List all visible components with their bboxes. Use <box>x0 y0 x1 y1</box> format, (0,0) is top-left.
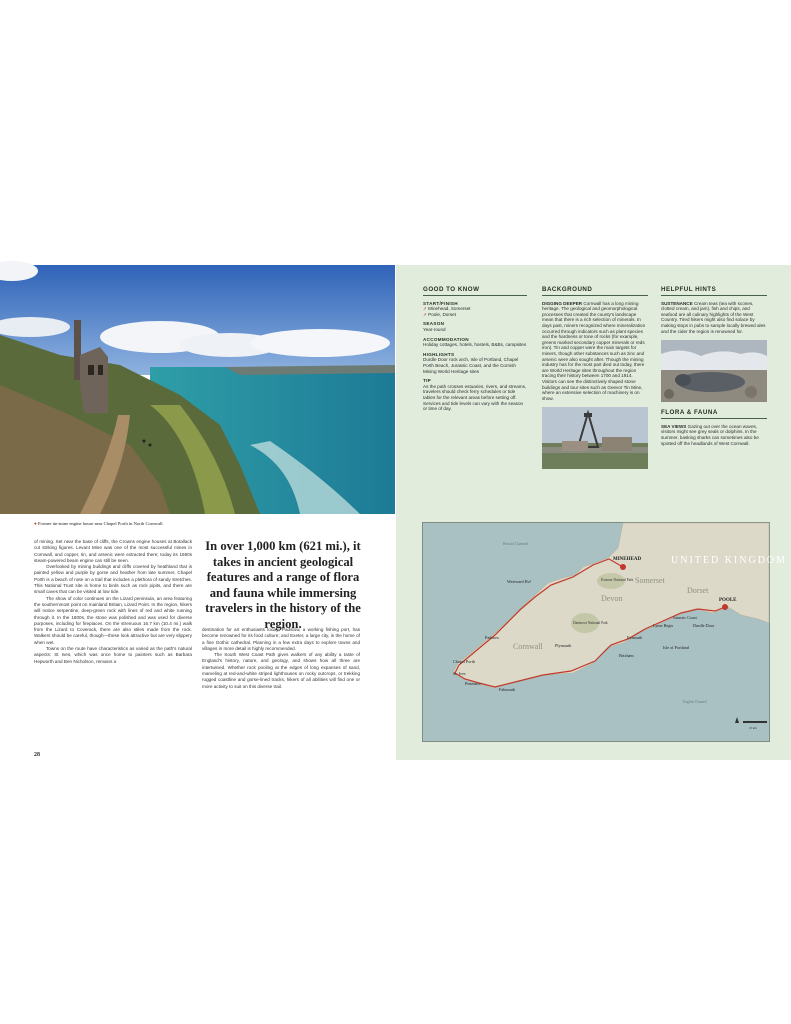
poole-marker <box>722 604 728 610</box>
body-column-2 <box>202 627 360 690</box>
map-label: Lyme Regis <box>653 623 674 628</box>
map-label: Devon <box>601 594 623 603</box>
hints-text: SUSTENANCE Cream teas (tea with scones, clotted cream, and jam), fish and chips, and seafood are all culinary highlights of the West Country. Tired hikers might also find solace by making stops in pubs to sample locally brewed ales and the cider the region is renowned for. <box>661 300 766 334</box>
map-label: Bristol Channel <box>503 541 529 546</box>
map-label: Padstow <box>485 635 500 640</box>
section-heading: BACKGROUND <box>542 287 648 296</box>
paragraph: The South West Coast Path gives walkers of any ability a taste of England's history, nature, and geology, and shows how all three are intertwined. Whether rock pooling at the edges of long expanses of sand, marveling at red-and-white striped lighthouses on rocky outcrops, or trekking rugged coastline and gorse-lined tracks, hikers of all abilities will find one or more activity to suit on this diverse trail. <box>202 652 360 689</box>
tin-mine-landscape-image <box>0 265 395 514</box>
pin-icon: ➚ <box>423 311 429 317</box>
map-label: Dorset <box>687 586 709 595</box>
grey-seal-image <box>661 340 767 402</box>
info-page <box>396 265 791 760</box>
helpful-hints-panel <box>661 287 767 446</box>
map-label: Exmouth <box>627 635 643 640</box>
paragraph: destination for art enthusiasts today; Padstow, a working fishing port, has become renowned for its food culture; and Exeter, a large city, is the home of a fine Gothic cathedral. Planning in a few extra days to explore towns and villages in more detail is highly recommended. <box>202 627 360 651</box>
good-to-know-panel <box>423 287 527 412</box>
field-label: ACCOMMODATION <box>423 336 469 342</box>
map-label: Cornwall <box>513 642 543 651</box>
photo-caption: ● Former tin-mine engine house near Chapel Porth in North Cornwall. <box>34 521 164 526</box>
south-west-england-map <box>423 523 788 741</box>
coastal-photo <box>0 265 395 514</box>
section-heading: GOOD TO KNOW <box>423 287 527 296</box>
start-location: ➚ Minehead, Somerset <box>423 306 471 312</box>
highlights-value: Durdle Door rock arch, Isle of Portland, Chapel Porth Beach, Jurassic Coast, and the Cornish Mining World Heritage sites <box>423 357 519 374</box>
section-heading: FLORA & FAUNA <box>661 410 767 419</box>
map-label: Brixham <box>619 653 634 658</box>
map-label: Jurassic Coast <box>673 615 697 620</box>
map-label: St. Ives <box>453 671 466 676</box>
map-label: Durdle Door <box>693 623 715 628</box>
map-label: Dartmoor National Park <box>573 621 608 625</box>
route-map <box>422 522 788 742</box>
book-spread <box>0 265 791 760</box>
tip-value: As the path crosses estuaries, rivers, and streams, travelers should check ferry schedules or tide tables for the relevant areas before setting off. Services and tide levels can vary with the season or time of day. <box>423 383 527 412</box>
map-label: Penzance <box>465 681 481 686</box>
map-label: POOLE <box>719 598 737 603</box>
map-label: 25 km <box>749 726 757 730</box>
pin-icon: ➚ <box>423 306 429 312</box>
page-number: 28 <box>34 752 40 758</box>
map-label: Chapel Porth <box>453 659 475 664</box>
accommodation-value: Holiday cottages, hotels, hostels, B&Bs, campsites <box>423 342 527 348</box>
field-label: TIP <box>423 378 432 384</box>
field-label: HIGHLIGHTS <box>423 351 455 357</box>
paragraph: The show of color continues on the Lizard peninsula, an area featuring the southernmost point on mainland Britain, Lizard Point. In the region, hikers will notice serpentine, deep-green rock with lines of red and white running through it. In the 1800s, the stone was polished and was used for diverse purposes, including for fireplaces. On the strenuous 16.7 km (10.4 mi.) walk from the Lizard to Coverack, there are also stiles made from the rock. Walkers should be careful, though—these look attractive but are very slippery when wet. <box>34 595 192 645</box>
finish-location: ➚ Poole, Dorset <box>423 311 456 317</box>
scale-bar <box>743 721 767 723</box>
body-column-1 <box>34 539 192 665</box>
mine-headframe-photo <box>542 407 648 469</box>
map-label: MINEHEAD <box>613 557 642 562</box>
flora-fauna-text: SEA VIEWS Gazing out over the ocean waves, visitors might see grey seals or dolphins. In the summer, basking sharks can sometimes also be spotted off the headlands of West Cornwall. <box>661 423 759 446</box>
paragraph: Overlooked by mining buildings and cliffs covered by heathland that is painted yellow and purple by gorse and heather from late summer, Chapel Porth is a beach of note on a trail that includes a plethora of sandy stretches. This National Trust site is home to birds such as rock pipits, and there are small caves that can be visited at low tide. <box>34 564 192 595</box>
paragraph: Towns on the route have characteristics as varied as the path's natural aspects: St Ives, which was once home to painters such as Barbara Hepworth and Ben Nicholson, remains a <box>34 646 192 664</box>
seal-photo <box>661 340 767 402</box>
map-label: UNITED KINGDOM <box>671 555 788 566</box>
map-label: Plymouth <box>555 643 572 648</box>
headframe-image <box>542 407 648 469</box>
field-label: SEASON <box>423 321 445 327</box>
map-label: Somerset <box>635 576 665 585</box>
season-value: Year-round <box>423 326 446 332</box>
field-label: START/FINISH <box>423 300 458 306</box>
background-text: DIGGING DEEPER Cornwall has a long mining heritage. The geological and geomorphological processes that created the county's landscape mean that there is a rich selection of minerals. In days past, miners recognized where mineralization occurred through indicators such as plant species and the hardness or tone of rocks (for example, greens marked secondary copper minerals or reds iron). Tin and copper were the main targets for miners, though other substances such as zinc and arsenic were also sought after. Though the mining industry has for the most part died out today, there are World Heritage sites throughout the region tracing their history between 1700 and 1914. Visitors can see the distinctively shaped stone buildings and tour sites such as Geevor Tin Mine, where an extensive selection of machinery is on show. <box>542 300 646 401</box>
pull-quote: In over 1,000 km (621 mi.), it takes in ancient geological features and a range of flora and fauna while immersing travelers in the history of the region. <box>205 539 361 631</box>
map-label: Falmouth <box>499 687 516 692</box>
minehead-marker <box>620 564 626 570</box>
paragraph: of mining. Set near the base of cliffs, the Crowns engine houses at Botallack cut striking figures. Levant Mine was one of the most successful mines in Cornwall, and copper, tin, and arsenic were extracted there; today its 1860s steam-powered beam engine can still be seen. <box>34 539 192 563</box>
map-label: Isle of Portland <box>663 645 689 650</box>
map-label: Westward Ho! <box>507 579 532 584</box>
map-label: Exmoor National Park <box>601 578 634 582</box>
section-heading: HELPFUL HINTS <box>661 287 767 296</box>
background-panel <box>542 287 648 477</box>
map-label: English Channel <box>683 700 707 704</box>
